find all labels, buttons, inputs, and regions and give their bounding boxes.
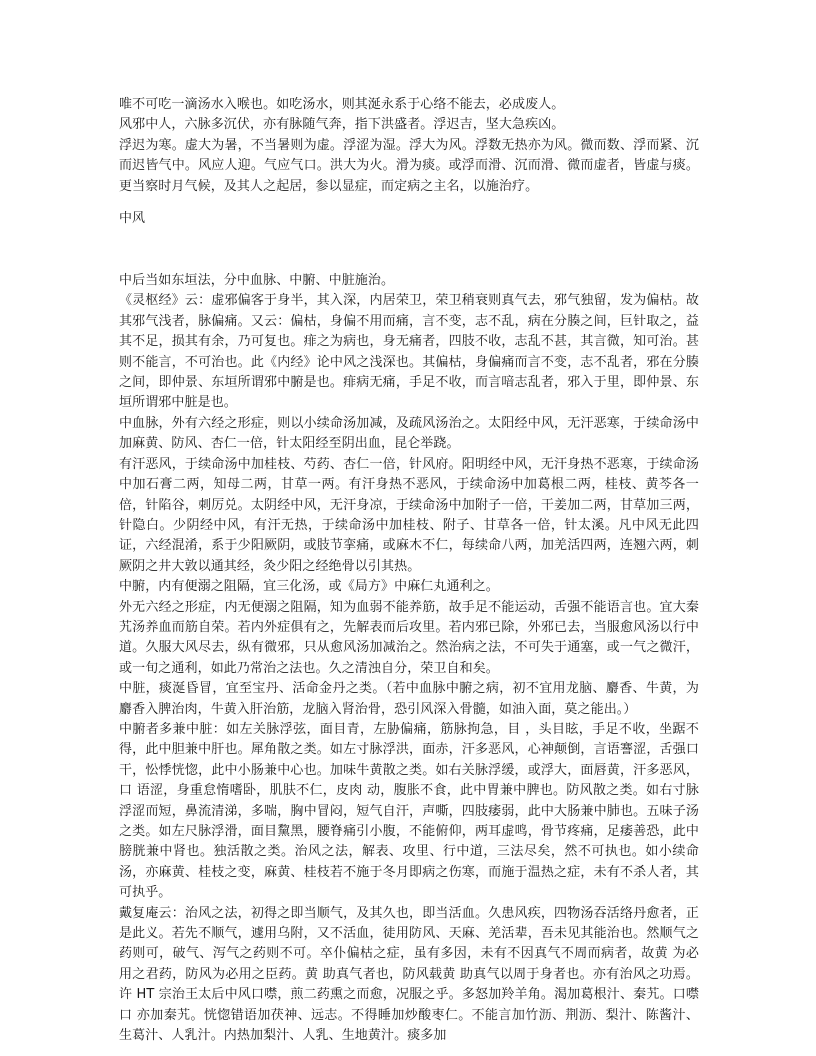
body-paragraph: 中腑者多兼中脏：如左关脉浮弦，面目青，左胁偏痛，筋脉拘急，目 ，头目眩，手足不收，坐踞不得，此中胆兼中肝也。犀角散之类。如左寸脉浮洪，面赤，汗多恶风，心神颠倒，言语謇涩，舌强口干，忪悸恍惚，此中小肠兼中心也。加味牛黄散之类。如右关脉浮缓，或浮大，面唇黄，汗多恶风，口 语涩，身重怠惰嗜卧，肌肤不仁，皮肉 动，腹胀不食，此中胃兼中脾也。防风散之类。如右寸脉浮涩而短，鼻流清涕，多喘，胸中冒闷，短气自汗，声嘶，四肢痿弱，此中大肠兼中肺也。五味子汤之类。如左尺脉浮滑，面目黧黑，腰脊痛引小腹，不能俯仰，两耳虚鸣，骨节疼痛，足痿善恐，此中膀胱兼中肾也。独活散之类。治风之法，解表、攻里、行中道，三法尽矣，然不可执也。如小续命汤，亦麻黄、桂枝之变，麻黄、桂枝若不施于冬月即病之伤寒，而施于温热之症，未有不杀人者，其可执乎。 [119, 721, 699, 901]
intro-paragraph: 浮迟为寒。虚大为暑，不当暑则为虚。浮涩为湿。浮大为风。浮数无热亦为风。微而数、浮而紧、沉而迟皆气中。风应人迎。气应气口。洪大为火。滑为痰。或浮而滑、沉而滑、微而虚者，皆虚与痰。更当察时月气候，及其人之起居，参以显症，而定病之主名，以施治疗。 [119, 137, 699, 194]
document-page [119, 95, 699, 1046]
section-spacer [119, 229, 699, 271]
body-paragraph: 中后当如东垣法，分中血脉、中腑、中脏施治。 [119, 273, 395, 289]
body-paragraph: 《灵枢经》云：虚邪偏客于身半，其入深，内居荣卫，荣卫稍衰则真气去，邪气独留，发为偏枯。故其邪气浅者，脉偏痛。又云：偏枯，身偏不用而痛，言不变，志不乱，病在分腠之间，巨针取之，益其不足，损其有余，乃可复也。痱之为病也，身无痛者，四肢不收，志乱不甚，其言微，知可治。甚则不能言，不可治也。此《内经》论中风之浅深也。其偏枯，身偏痛而言不变，志不乱者，邪在分腠之间，即仲景、东垣所谓邪中腑是也。痱病无痛，手足不收，而言喑志乱者，邪入于里，即仲景、东垣所谓邪中脏是也。 [119, 293, 699, 411]
body-paragraph: 外无六经之形症，内无便溺之阻隔，知为血弱不能养筋，故手足不能运动，舌强不能语言也。宜大秦艽汤养血而筋自荣。若内外症俱有之，先解表而后攻里。若内邪已除，外邪已去，当服愈风汤以行中道。久服大风尽去，纵有微邪，只从愈风汤加减治之。然治病之法，不可失于通塞，或一气之微汗，或一旬之通利，如此乃常治之法也。久之清浊自分，荣卫自和矣。 [119, 599, 699, 676]
body-paragraph: 戴复庵云：治风之法，初得之即当顺气，及其久也，即当活血。久患风疾，四物汤吞活络丹愈者，正是此义。若先不顺气，遽用乌附，又不活血，徒用防风、天麻、羌活辈，吾未见其能治也。然顺气之药则可，破气、泻气之药则不可。卒仆偏枯之症，虽有多因，未有不因真气不周而病者，故黄 为必用之君药，防风为必用之臣药。黄 助真气者也，防风载黄 助真气以周于身者也。亦有治风之功焉。许 HT 宗治王太后中风口噤，煎二药熏之而愈，况服之乎。多怒加羚羊角。渴加葛根汁、秦艽。口噤口 亦加秦艽。恍惚错语加茯神、远志。不得睡加炒酸枣仁。不能言加竹沥、荆沥、梨汁、陈酱汁、生葛汁、人乳汁。内热加梨汁、人乳、生地黄汁。痰多加 [119, 905, 699, 1044]
body-paragraph: 中血脉，外有六经之形症，则以小续命汤加减，及疏风汤治之。太阳经中风，无汗恶寒，于续命汤中加麻黄、防风、杏仁一倍，针太阳经至阴出血，昆仑举跷。 [119, 415, 699, 452]
body-paragraph: 中腑，内有便溺之阻隔，宜三化汤，或《局方》中麻仁丸通利之。 [119, 579, 499, 595]
body-paragraph: 中脏，痰涎昏冒，宜至宝丹、活命金丹之类。（若中血脉中腑之病，初不宜用龙脑、麝香、牛黄，为麝香入脾治肉，牛黄入肝治筋，龙脑入肾治骨，恐引风深入骨髓，如油入面，莫之能出。） [119, 681, 699, 717]
intro-paragraph: 唯不可吃一滴汤水入喉也。如吃汤水，则其涎永系于心络不能去，必成废人。 [119, 97, 565, 112]
body-paragraph: 有汗恶风，于续命汤中加桂枝、芍药、杏仁一倍，针风府。阳明经中风，无汗身热不恶寒，于续命汤中加石膏二两，知母二两，甘草一两。有汗身热不恶风，于续命汤中加葛根二两，桂枝、黄芩各一倍，针陷谷，刺厉兑。太阴经中风，无汗身凉，于续命汤中加附子一倍，干姜加二两，甘草加三两，针隐白。少阴经中风，有汗无热，于续命汤中加桂枝、附子、甘草各一倍，针太溪。凡中风无此四证，六经混淆，系于少阳厥阴，或肢节挛痛，或麻木不仁，每续命八两，加羌活四两，连翘六两，刺厥阴之井大敦以通其经，灸少阳之经绝骨以引其热。 [119, 456, 699, 574]
section-title: 中风 [119, 211, 146, 227]
intro-paragraph: 风邪中人，六脉多沉伏，亦有脉随气奔，指下洪盛者。浮迟吉，坚大急疾凶。 [119, 117, 565, 133]
